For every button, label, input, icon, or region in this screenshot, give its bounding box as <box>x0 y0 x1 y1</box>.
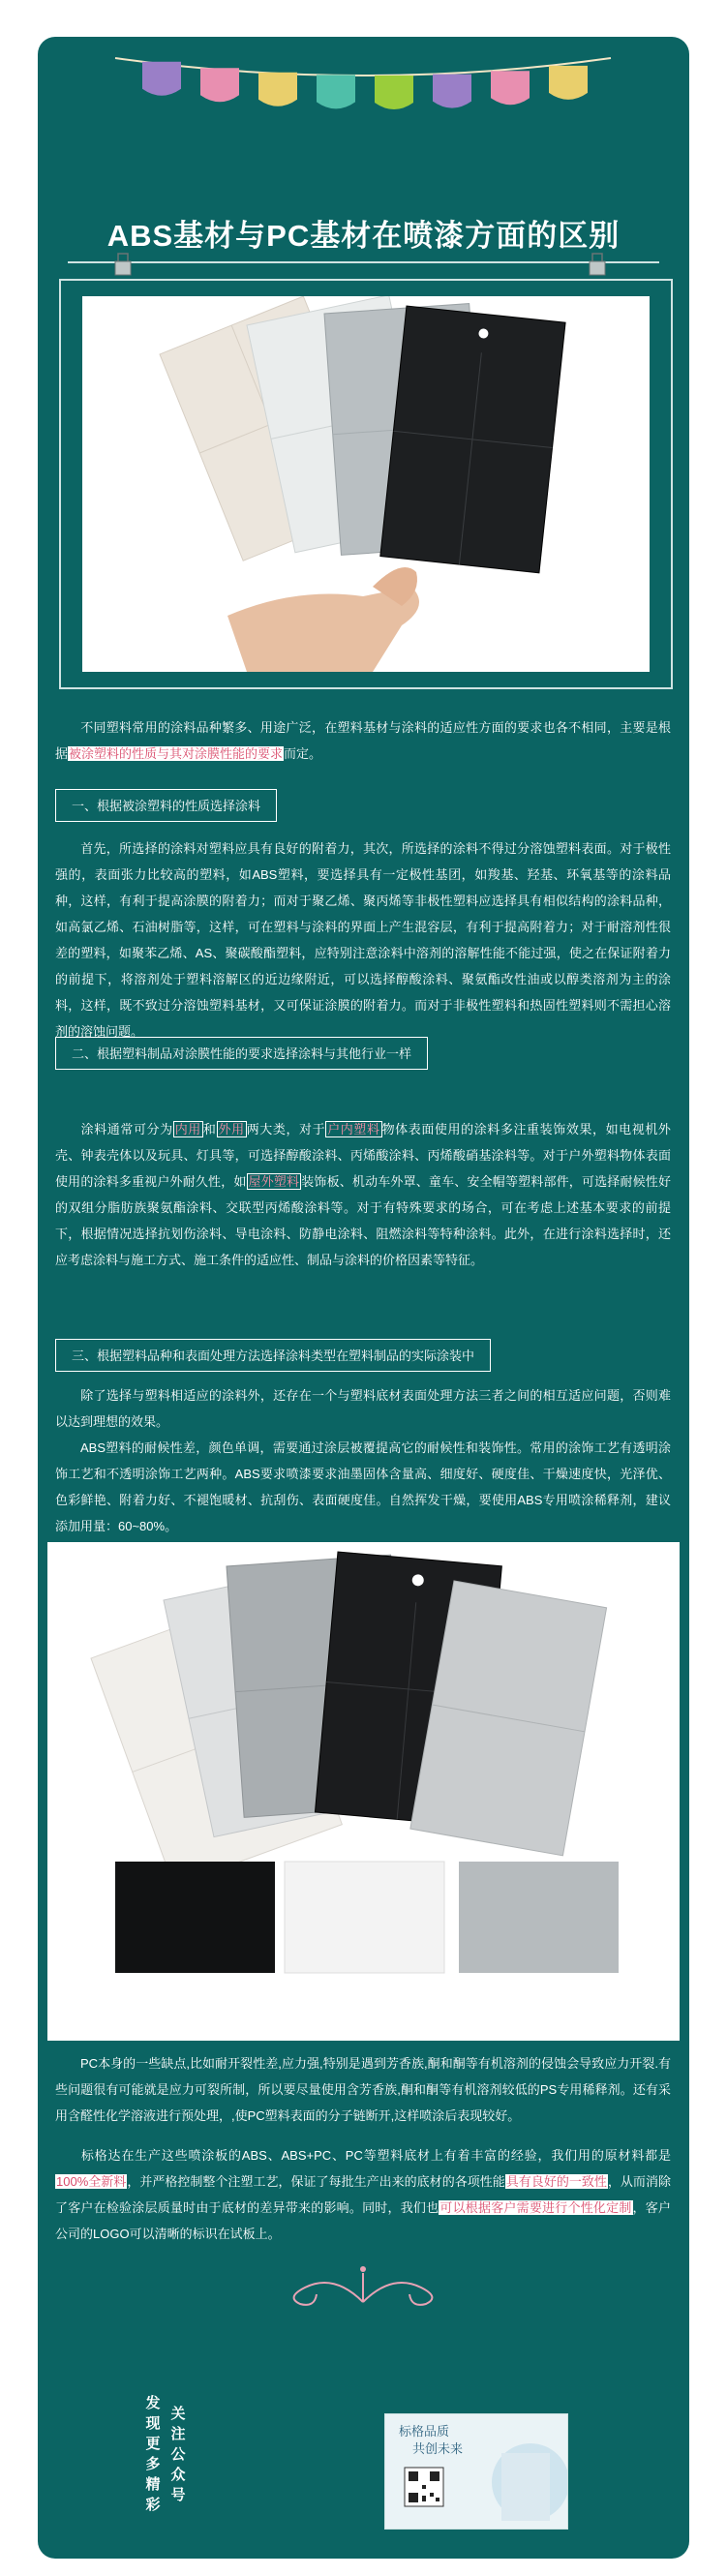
pc-paragraph-2 <box>55 2142 671 2247</box>
highlight-indoor: 内用 <box>174 1122 201 1136</box>
section3-body <box>55 1382 671 1539</box>
footer-follow-char: 关 <box>170 2406 186 2422</box>
intro-text-a: 不同塑料常用的涂料品种繁多、用途广泛，在塑料基材与涂料的适应性方面的要求也各不相同，主要是根据 <box>55 720 671 761</box>
footer-discover-char: 更 <box>145 2436 161 2452</box>
footer-discover-char: 多 <box>145 2456 161 2472</box>
section2-text-2: 和 <box>202 1122 217 1136</box>
binder-clip-icon <box>588 252 607 277</box>
footer-follow-char: 号 <box>170 2487 186 2503</box>
section2-heading: 二、根据塑料制品对涂膜性能的要求选择涂料与其他行业一样 <box>55 1037 428 1070</box>
section3-heading: 三、根据塑料品种和表面处理方法选择涂料类型在塑料制品的实际涂装中 <box>55 1339 491 1372</box>
qr-caption <box>399 2424 463 2459</box>
footer-follow-char: 公 <box>170 2446 186 2463</box>
bunting-flag <box>142 62 181 96</box>
footer-discover-char: 现 <box>145 2415 161 2432</box>
intro-text-b: 而定。 <box>284 746 322 761</box>
swirl-ornament-icon <box>266 2244 460 2321</box>
sample-panels-photo-frame <box>59 279 673 689</box>
title-divider <box>68 261 659 263</box>
qr-caption-line-1: 标格品质 <box>399 2425 450 2440</box>
footer-discover-char: 彩 <box>145 2497 161 2513</box>
qr-caption-line-2: 共创未来 <box>412 2442 464 2457</box>
bunting-flag <box>491 71 530 105</box>
bunting-flag <box>317 75 355 108</box>
pc-text-2a: 标格达在生产这些喷涂板的ABS、ABS+PC、PC等塑料底材上有着丰富的经验，我们用的原材料都是 <box>80 2148 671 2163</box>
highlight-indoor-plastic: 户内塑料 <box>327 1122 380 1136</box>
pc-text-1: PC本身的一些缺点,比如耐开裂性差,应力强,特别是遇到芳香族,酮和酮等有机溶剂的侵蚀会导致应力开裂.有些问题很有可能就是应力可裂所制，所以要尽量使用含芳香族,酮和酮等有机溶剂较低的PS专用稀释剂。还有采用含醛性化学溶液进行预处理，,使PC塑料表面的分子链断开,这样喷涂后表现较好。 <box>55 2056 671 2123</box>
highlight-customization: 可以根据客户需要进行个性化定制 <box>439 2200 632 2215</box>
footer-discover-char: 精 <box>145 2476 161 2493</box>
bunting-flag <box>200 68 239 102</box>
highlight-new-material: 100%全新料 <box>56 2174 127 2189</box>
footer-follow-text <box>168 2404 188 2505</box>
section2-text-1: 涂料通常可分为 <box>80 1122 173 1136</box>
bunting-decoration <box>38 37 689 143</box>
bunting-flag <box>433 75 471 108</box>
footer-follow-char: 注 <box>170 2426 186 2442</box>
article-card <box>38 37 689 2559</box>
section1-body <box>55 835 671 1045</box>
section3-text-1: 除了选择与塑料相适应的涂料外，还存在一个与塑料底材表面处理方法三者之间的相互适应问题，否则难以达到理想的效果。 <box>55 1388 671 1429</box>
highlight-outdoor-plastic: 屋外塑料 <box>248 1174 300 1189</box>
footer-discover-text <box>143 2393 163 2515</box>
intro-highlight: 被涂塑料的性质与其对涂膜性能的要求 <box>69 746 284 761</box>
section2-text-4: 物体表面使用的涂料多注重装饰效果，如电视机外壳、钟表壳体以及玩具、灯具等，可选择醇酸涂料、丙烯酸涂料、丙烯酸硝基涂料等。对于户外塑料物体表面使用的涂料多重视户外耐久性，如 <box>55 1122 671 1189</box>
pc-text-2c: ，从而消除了客户在检验涂层质量时由于底材的差异带来的影响。同时，我们也 <box>55 2174 671 2215</box>
bunting-flag <box>549 66 588 100</box>
bunting-flag <box>258 73 297 106</box>
footer-follow-char: 众 <box>170 2467 186 2483</box>
section3-text-2: ABS塑料的耐候性差，颜色单调，需要通过涂层被覆提高它的耐候性和装饰性。常用的涂饰工艺有透明涂饰工艺和不透明涂饰工艺两种。ABS要求喷漆要求油墨固体含量高、细度好、硬度佳、干燥速度快，光泽优、色彩鲜艳、附着力好、不褪饱暖材、抗刮伤、表面硬度佳。自然挥发干燥，要使用ABS专用喷涂稀释剂，建议添加用量：60~80%。 <box>55 1440 671 1533</box>
intro-paragraph <box>55 714 671 767</box>
section2-text-3: 两大类，对于 <box>246 1122 326 1136</box>
page-title: ABS基材与PC基材在喷漆方面的区别 <box>106 219 621 253</box>
pc-paragraph-1 <box>55 2050 671 2129</box>
section2-body <box>55 1116 671 1273</box>
section1-text: 首先，所选择的涂料对塑料应具有良好的附着力，其次，所选择的涂料不得过分溶蚀塑料表面。对于极性强的，表面张力比较高的塑料，如ABS塑料，要选择具有一定极性基团，如羧基、羟基、环氧基等的涂料品种，这样，有利于提高涂膜的附着力；而对于聚乙烯、聚丙烯等非极性塑料应选择具有相似结构的涂料品种，如高氯乙烯、石油树脂等，这样，可在塑料与涂料的界面上产生混容层，有利于提高附着力；对于耐溶剂性很差的塑料，如聚苯乙烯、AS、聚碳酸酯塑料，应特别注意涂料中溶剂的溶解性能不能过强，使之在保证附着力的前提下，将溶剂处于塑料溶解区的近边缘附近，可以选择醇酸涂料、聚氨酯改性油或以醇类溶剂为主的涂料，这样，既不致过分溶蚀塑料基材，又可保证涂膜的附着力。而对于非极性塑料和热固性塑料则不需担心溶剂的溶蚀问题。 <box>55 841 671 1039</box>
pc-text-2d: ，客户公司的LOGO可以清晰的标识在试板上。 <box>55 2200 671 2241</box>
highlight-consistency: 具有良好的一致性 <box>505 2174 607 2189</box>
section2-text-5: 装饰板、机动车外罩、童车、安全帽等塑料部件，可选择耐候性好的双组分脂肪族聚氨酯涂料、交联型丙烯酸涂料等。对于有特殊要求的场合，可在考虑上述基本要求的前提下，根据情况选择抗划伤涂料、导电涂料、防静电涂料、阻燃涂料等特种涂料。此外，在进行涂料选择时，还应考虑涂料与施工方式、施工条件的适应性、制品与涂料的价格因素等特征。 <box>55 1174 671 1267</box>
footer-discover-char: 发 <box>145 2395 161 2411</box>
binder-clip-icon <box>113 252 133 277</box>
sample-panels-photo <box>82 296 650 672</box>
highlight-outdoor: 外用 <box>218 1122 245 1136</box>
pc-text-2b: ，并严格控制整个注塑工艺，保证了每批生产出来的底材的各项性能 <box>127 2174 505 2189</box>
section1-heading: 一、根据被涂塑料的性质选择涂料 <box>55 789 277 822</box>
sample-panels-photo-2 <box>47 1542 680 2041</box>
bunting-flag <box>375 76 413 109</box>
qr-code-card[interactable] <box>384 2413 568 2530</box>
